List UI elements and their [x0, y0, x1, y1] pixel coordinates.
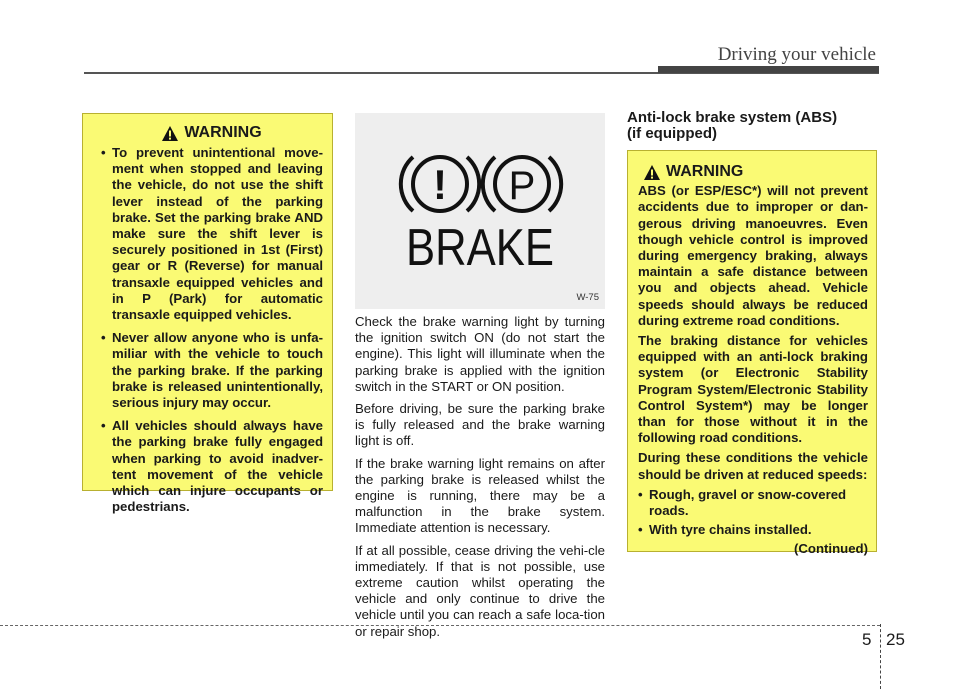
warning-box-parking-brake [82, 113, 333, 515]
parking-p-symbol: P [508, 164, 536, 208]
warning-item: • Never allow anyone who is unfa-miliar with the vehicle to touch the parking brake. If the parking brake is released unintentionally, serious injury may occur. [101, 330, 323, 411]
page-number-separator [880, 624, 881, 689]
warning-paragraph: ABS (or ESP/ESC*) will not prevent accidents due to improper or dan-gerous driving manoeuvres. Even though vehicle control is improved during emergency braking, always maintain a safe distance between you and objects ahead. Vehicle speeds should always be reduced during extreme road conditions. [638, 183, 868, 328]
exclamation-symbol: ! [433, 161, 447, 208]
footer-rule [0, 625, 880, 626]
body-paragraph: If the brake warning light remains on after the parking brake is released whilst the engine is running, there may be a malfunction in the brake system. Immediate attention is necessary. [355, 455, 605, 536]
heading-line: (if equipped) [627, 125, 717, 142]
warning-triangle-icon [162, 126, 178, 141]
warning-paragraph: During these conditions the vehicle should be driven at reduced speeds: [638, 450, 868, 482]
warning-triangle-icon [644, 165, 660, 180]
warning-list [101, 145, 323, 515]
warning-heading [644, 164, 868, 180]
warning-item: • Rough, gravel or snow-covered roads. [638, 487, 868, 519]
continued-note: (Continued) [794, 541, 868, 557]
warning-paragraph: The braking distance for vehicles equipped with an anti-lock braking system (or Electronic Stability Program System/Electronic Stability Control System*) may be longer than for those without it in the following road conditions. [638, 333, 868, 446]
warning-list [638, 487, 868, 539]
heading-line: Anti-lock brake system (ABS) [627, 109, 838, 126]
header-title: Driving your vehicle [717, 44, 876, 65]
brake-word: BRAKE [406, 219, 554, 277]
warning-title: WARNING [666, 163, 744, 180]
brake-warning-body [355, 314, 605, 646]
brake-warning-symbol-icon [355, 113, 605, 309]
page-number: 25 [886, 630, 905, 649]
warning-title: WARNING [184, 124, 262, 141]
warning-item: • All vehicles should always have the parking brake fully engaged when parking to avoid inadver-tent movement of the vehicle which can injure occupants or pedestrians. [101, 418, 323, 515]
warning-item: • To prevent unintentional move-ment when stopped and leaving the vehicle, do not use the shift lever instead of the parking brake. Set the parking brake AND make sure the shift lever is securely positioned in 1st (First) gear or R (Reverse) for manual transaxle equipped vehicles and in P (Park) for automatic transaxle equipped vehicles. [101, 145, 323, 323]
brake-warning-light-figure [355, 113, 605, 309]
body-paragraph: If at all possible, cease driving the vehi-cle immediately. If that is not possible, use extreme caution whilst operating the vehicle and only continue to drive the vehicle until you can reach a safe loca-tion or repair shop. [355, 542, 605, 639]
body-paragraph: Check the brake warning light by turning the ignition switch ON (do not start the engine). This light will illuminate when the parking brake is applied with the ignition switch in the START or ON position. [355, 314, 605, 394]
warning-heading [101, 124, 323, 142]
header-accent-bar [658, 66, 879, 73]
abs-section-heading [627, 110, 877, 142]
body-paragraph: Before driving, be sure the parking brake is fully released and the brake warning light is off. [355, 401, 605, 449]
warning-item: • With tyre chains installed. [638, 522, 868, 538]
figure-label: W-75 [576, 292, 599, 303]
warning-box-abs [627, 150, 877, 557]
chapter-number: 5 [862, 630, 872, 649]
